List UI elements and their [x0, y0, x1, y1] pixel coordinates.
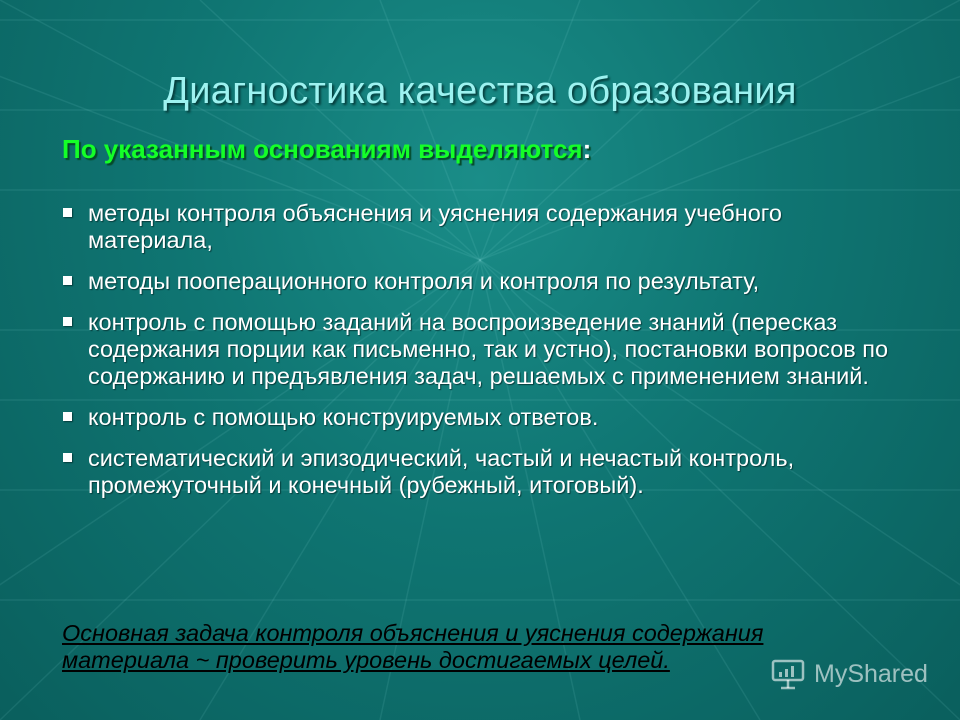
list-item-text: контроль с помощью заданий на воспроизведение знаний (пересказ содержания порции как письменно, так и устно), постановки вопросов по содержанию и предъявления задач, решаемых с применением знаний. — [88, 309, 889, 389]
square-bullet-icon — [63, 276, 72, 285]
watermark-text: MyShared — [814, 659, 928, 688]
bullet-list — [60, 200, 900, 513]
list-item-text: систематический и эпизодический, частый и нечастый контроль, промежуточный и конечный (рубежный, итоговый). — [88, 445, 795, 498]
list-item-text: методы контроля объяснения и уяснения содержания учебного материала, — [88, 200, 782, 253]
list-item — [60, 404, 900, 431]
square-bullet-icon — [63, 453, 72, 462]
watermark[interactable] — [770, 654, 928, 694]
slide-footer-note: Основная задача контроля объяснения и уяснения содержания материала ~ проверить уровень достигаемых целей. — [62, 620, 764, 673]
list-item-text: методы пооперационного контроля и контроля по результату, — [88, 268, 760, 294]
list-item — [60, 445, 900, 499]
square-bullet-icon — [63, 317, 72, 326]
list-item-text: контроль с помощью конструируемых ответов. — [88, 404, 599, 430]
square-bullet-icon — [63, 208, 72, 217]
slide-title: Диагностика качества образования — [163, 70, 797, 112]
list-item — [60, 200, 900, 254]
list-item — [60, 268, 900, 295]
square-bullet-icon — [63, 412, 72, 421]
subtitle-colon: : — [582, 134, 592, 164]
slide-subtitle — [62, 134, 591, 165]
subtitle-text: По указанным основаниям выделяются — [62, 134, 583, 164]
presentation-board-icon — [770, 657, 806, 691]
list-item — [60, 309, 900, 390]
